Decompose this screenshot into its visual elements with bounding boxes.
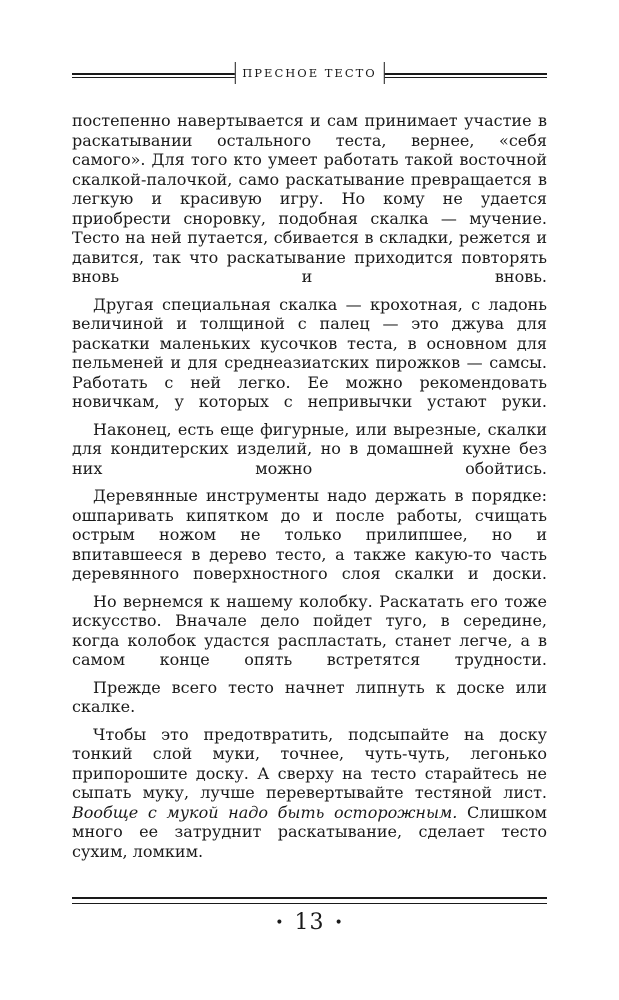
text-run: Слишком много ее затруднит раскатывание, сделает тесто сухим, ломким. [72,802,547,861]
footer-rule-thick [72,897,547,899]
paragraph: Но вернемся к нашему колобку. Раскатать его тоже искусство. Вначале дело пойдет туго, в середине, когда колобок удастся распластать, станет легче, а в самом конце опять встретятся трудности. [72,591,547,669]
paragraph: Наконец, есть еще фигурные, или вырезные, скалки для кондитерских изделий, но в домашней кухне без них можно обойтись. [72,419,547,478]
text-run: Чтобы это предотвратить, подсыпайте на доску тонкий слой муки, точнее, чуть-чуть, легонько припорошите доску. А сверху на тесто старайтесь не сыпать муку, лучше перевертывайте тестяной лист. [72,724,547,802]
page-number-block [72,910,547,936]
bullet-right: • [334,915,344,931]
footer-rules [72,897,547,904]
footer-rule-thin [72,903,547,904]
bullet-left: • [275,915,285,931]
paragraph-last [72,725,547,862]
paragraph: Другая специальная скалка — крохотная, с ладонь величиной и толщиной с палец — это джува для раскатки маленьких кусочков теста, в основном для пельменей и для среднеазиатских пирожков — самсы. Работать с ней легко. Ее можно рекомендовать новичкам, у которых с непривычки устают руки. [72,294,547,411]
italic-text: Вообще с мукой надо быть осторожным. [72,802,458,822]
page-number: 13 [294,910,325,935]
paragraph: Деревянные инструменты надо держать в порядке: ошпаривать кипятком до и после работы, счищать острым ножом не только прилипшее, но и впитавшееся в дерево тесто, а также какую-то часть деревянного поверхностного слоя скалки и доски. [72,486,547,583]
body-text [72,111,547,881]
paragraph: Прежде всего тесто начнет липнуть к доске или скалке. [72,677,547,716]
paragraph: постепенно навертывается и сам принимает участие в раскатывании остального теста, вернее, «себя самого». Для того кто умеет работать такой восточной скалкой-палочкой, само раскатывание превращается в легкую и красивую игру. Но кому не удается приобрести сноровку, подобная скалка — мучение. Тесто на ней путается, сбивается в складки, режется и давится, так что раскатывание приходится повторять вновь и вновь. [72,111,547,286]
running-title: ПРЕСНОЕ ТЕСТО [234,62,384,84]
running-header [72,58,547,88]
